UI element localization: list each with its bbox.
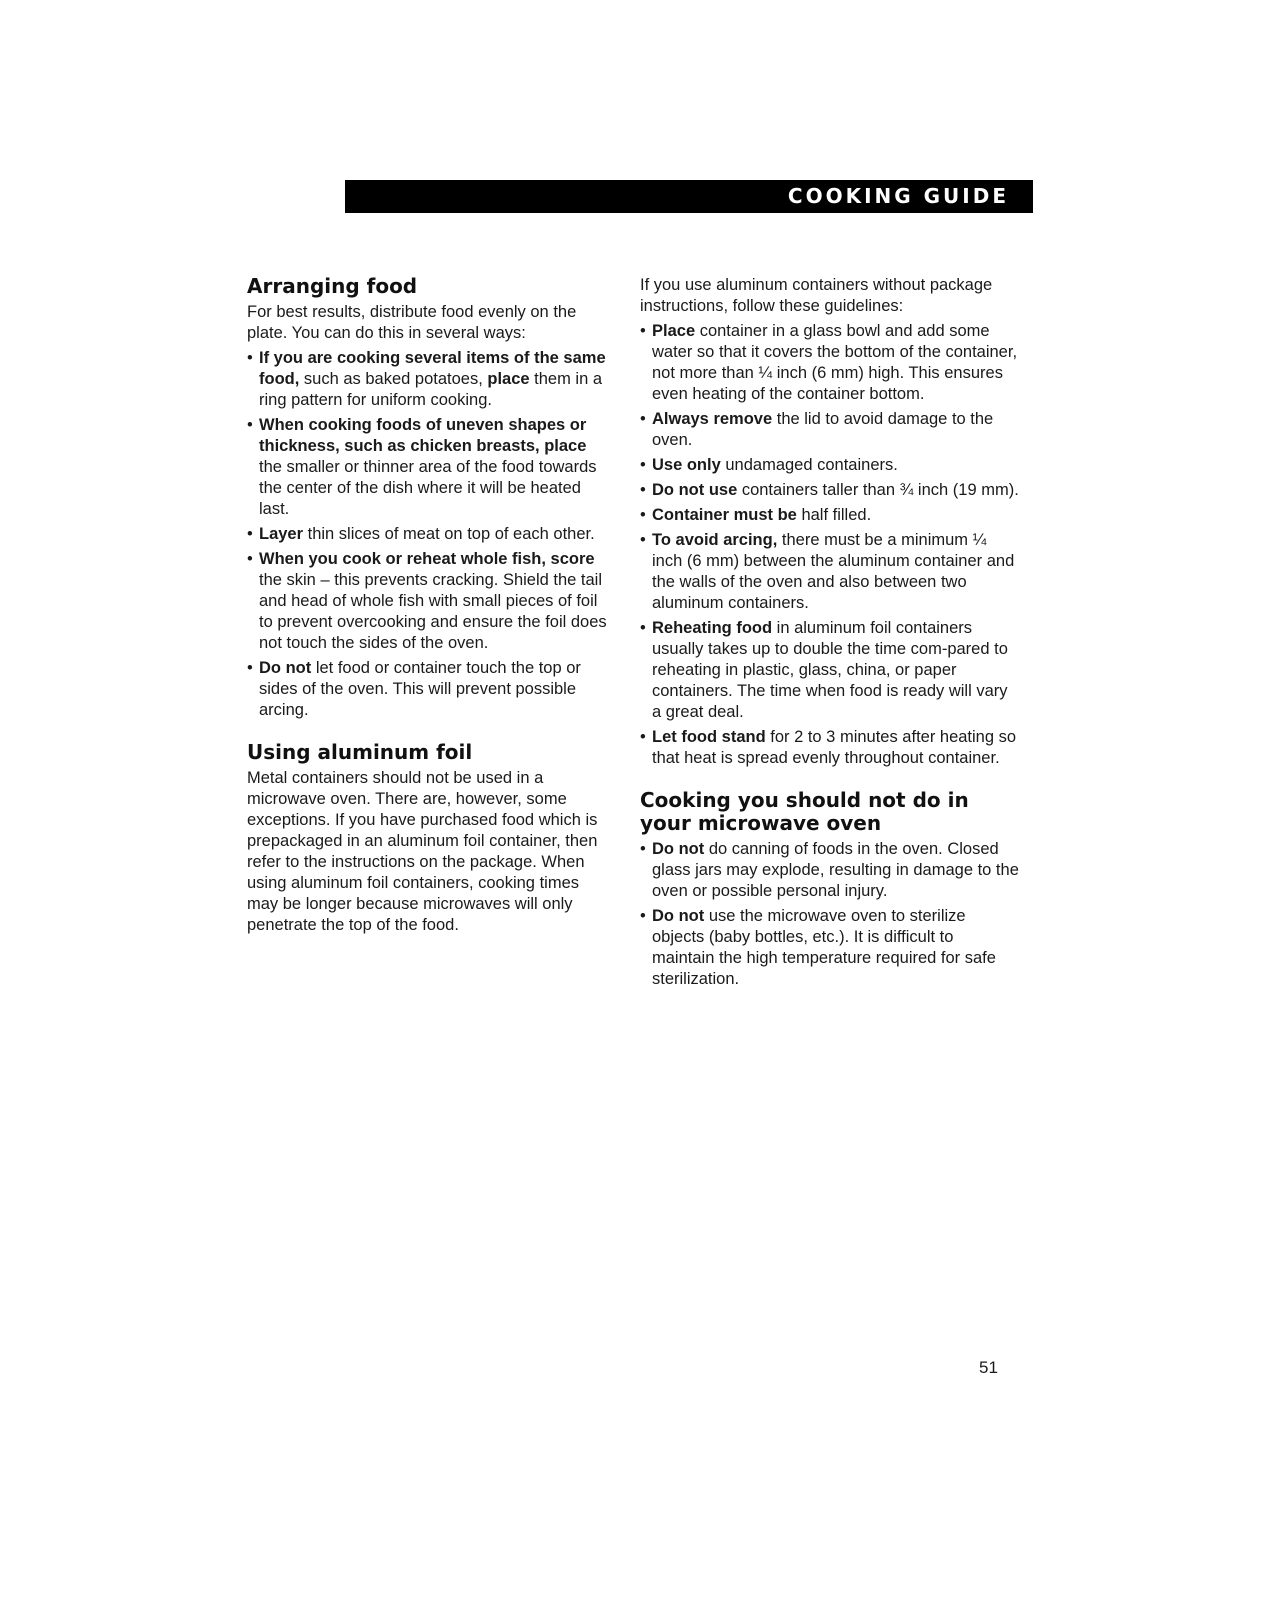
heading-using-aluminum-foil: Using aluminum foil [247, 740, 473, 764]
list-item: • Use only undamaged containers. [640, 456, 898, 474]
list-item: • Place container in a glass bowl and add some water so that it covers the bottom of the container, not more than ¼ inch (6 mm) high. This ensures even heating of the container bottom. [640, 322, 1018, 403]
bullet-icon: • [247, 550, 253, 568]
arranging-list [247, 348, 609, 721]
bullet-icon: • [640, 619, 646, 637]
section-title: COOKING GUIDE [787, 184, 1009, 208]
list-item: • When cooking foods of uneven shapes or thickness, such as chicken breasts, place the smaller or thinner area of the food towards the center of the dish where it will be heated last. [247, 416, 597, 518]
bullet-icon: • [247, 525, 253, 543]
list-item: • Container must be half filled. [640, 506, 872, 524]
page-number: 51 [979, 1358, 998, 1377]
right-column [640, 275, 1020, 994]
bullet-icon: • [640, 907, 646, 925]
list-item: • Do not use containers taller than ¾ inch (19 mm). [640, 481, 1019, 499]
list-item: • Layer thin slices of meat on top of each other. [247, 525, 595, 543]
list-item: • Reheating food in aluminum foil containers usually takes up to double the time com-pared to reheating in plastic, glass, china, or paper containers. The time when food is ready will vary a great deal. [640, 619, 1008, 721]
section-header-bar [345, 180, 1033, 213]
containers-intro: If you use aluminum containers without package instructions, follow these guidelines: [640, 276, 993, 315]
list-item: • Do not use the microwave oven to sterilize objects (baby bottles, etc.). It is difficult to maintain the high temperature required for safe sterilization. [640, 907, 996, 988]
list-item: • Always remove the lid to avoid damage to the oven. [640, 410, 994, 449]
bullet-icon: • [247, 659, 253, 677]
bullet-icon: • [640, 506, 646, 524]
list-item: • Let food stand for 2 to 3 minutes after heating so that heat is spread evenly throughout container. [640, 728, 1017, 767]
bullet-icon: • [640, 728, 646, 746]
containers-list [640, 321, 1020, 769]
bullet-icon: • [640, 840, 646, 858]
heading-arranging-food: Arranging food [247, 274, 418, 298]
list-item: • To avoid arcing, there must be a minimum ¼ inch (6 mm) between the aluminum container and the walls of the oven and also between two aluminum containers. [640, 531, 1015, 612]
bullet-icon: • [640, 410, 646, 428]
heading-cooking-not-to-do: Cooking you should not do in your microwave oven [640, 788, 969, 835]
list-item: • When you cook or reheat whole fish, score the skin – this prevents cracking. Shield the tail and head of whole fish with small pieces of foil to prevent overcooking and ensure the foil does not touch the sides of the oven. [247, 550, 607, 652]
bullet-icon: • [640, 531, 646, 549]
left-column [247, 272, 609, 940]
list-item: • Do not let food or container touch the top or sides of the oven. This will prevent possible arcing. [247, 659, 581, 719]
list-item: • Do not do canning of foods in the oven. Closed glass jars may explode, resulting in damage to the oven or possible personal injury. [640, 840, 1019, 900]
foil-body: Metal containers should not be used in a microwave oven. There are, however, some exceptions. If you have purchased food which is prepackaged in an aluminum foil container, then refer to the instructions on the package. When using aluminum foil containers, cooking times may be longer because microwaves will only penetrate the top of the food. [247, 769, 598, 934]
not-do-list [640, 839, 1020, 990]
bullet-icon: • [247, 349, 253, 367]
bullet-icon: • [640, 456, 646, 474]
bullet-icon: • [640, 322, 646, 340]
bullet-icon: • [640, 481, 646, 499]
bullet-icon: • [247, 416, 253, 434]
list-item: • If you are cooking several items of the same food, such as baked potatoes, place them in a ring pattern for uniform cooking. [247, 349, 606, 409]
arranging-intro: For best results, distribute food evenly on the plate. You can do this in several ways: [247, 303, 577, 342]
